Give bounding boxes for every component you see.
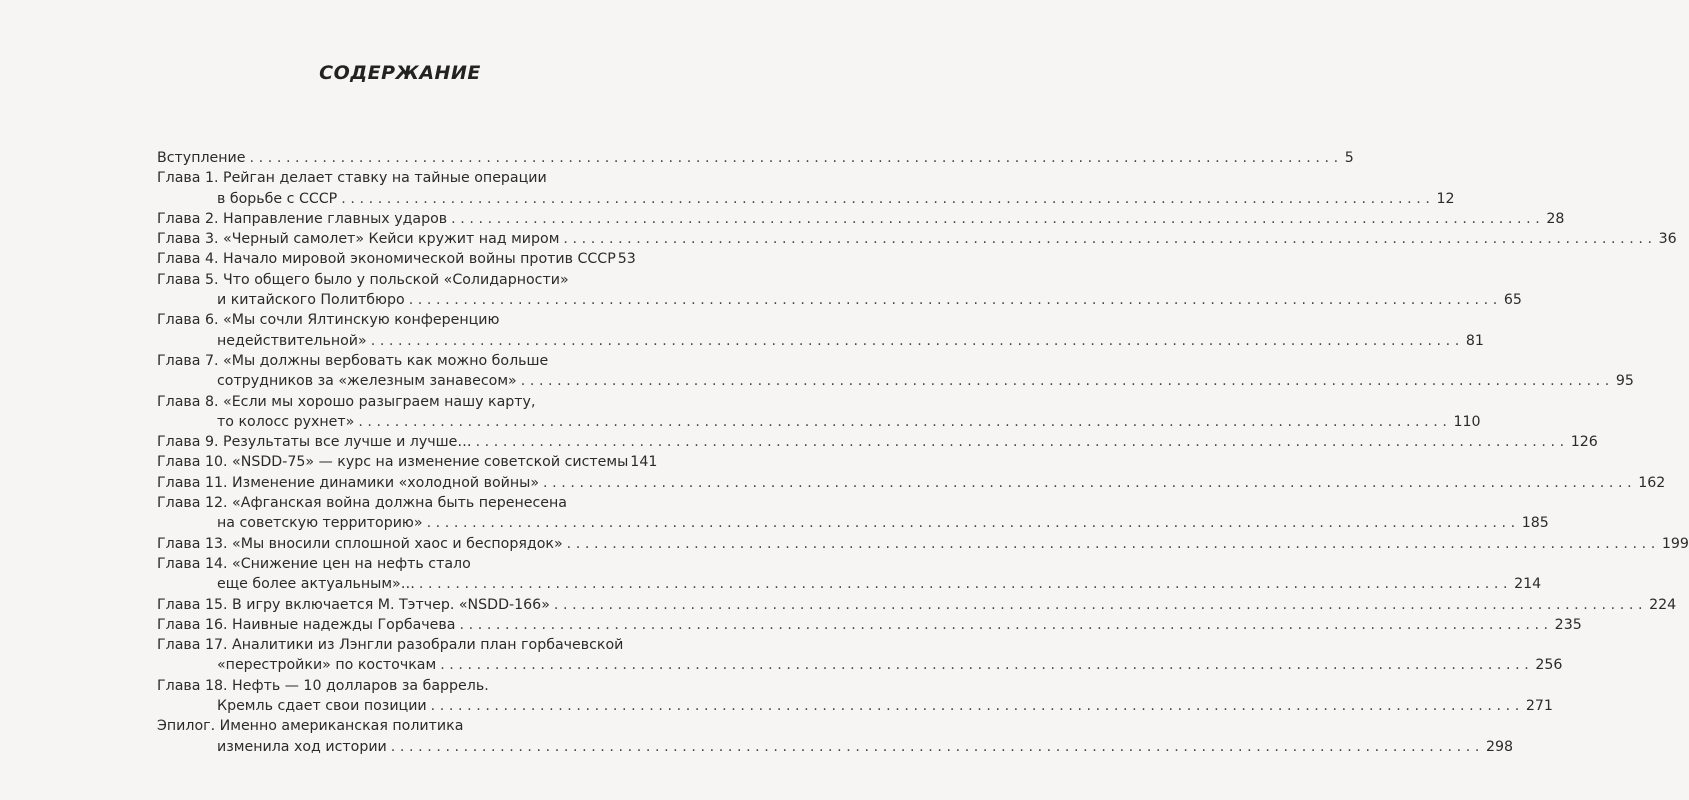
toc-entry-title: Глава 18. Нефть — 10 долларов за баррель. [157, 677, 489, 694]
toc-entry-title: Глава 14. «Снижение цен на нефть стало [157, 555, 471, 572]
toc-entry-continuation [157, 574, 1542, 594]
page-number: 126 [1570, 434, 1598, 451]
page-number: 36 [1658, 231, 1677, 248]
dot-leader: ........................................................................................................................ [566, 535, 1660, 552]
dot-leader: ........................................................................................................................ [370, 332, 1464, 349]
toc-entry-title: Глава 16. Наивные надежды Горбачева [157, 616, 456, 633]
toc-entry-line [157, 595, 1677, 615]
toc-entry-title: то колосс рухнет» [217, 413, 355, 430]
page-number: 81 [1465, 332, 1484, 349]
toc-entry-title: «перестройки» по косточкам [217, 657, 437, 674]
toc-entry-line [157, 432, 1598, 452]
page-number: 214 [1514, 576, 1542, 593]
toc-entry-line [157, 209, 1565, 229]
toc-entry-title: Глава 1. Рейган делает ставку на тайные операции [157, 170, 547, 187]
toc-entry-line [157, 249, 635, 269]
toc-entry [157, 432, 1598, 452]
toc-entry-title: Глава 9. Результаты все лучше и лучше… [157, 434, 472, 451]
toc-entry-title: недействительной» [217, 332, 367, 349]
toc-entry-continuation [157, 371, 1634, 391]
toc-entry-title: Глава 15. В игру включается М. Тэтчер. «NSDD-166» [157, 596, 550, 613]
toc-entry-line [157, 270, 635, 290]
toc-entry [157, 209, 1565, 229]
toc-entry-title: Глава 4. Начало мировой экономической войны против СССР [157, 251, 616, 268]
page-number: 12 [1436, 190, 1455, 207]
toc-entry-title: Глава 3. «Черный самолет» Кейси кружит над миром [157, 231, 560, 248]
dot-leader: ........................................................................................................................ [341, 190, 1435, 207]
dot-leader: ........................................................................................................................ [249, 150, 1343, 166]
toc-entry-continuation [157, 696, 1553, 716]
toc-entry-line [157, 168, 635, 188]
dot-leader: ........................................................................................................................ [408, 292, 1502, 309]
toc-entry-title: изменила ход истории [217, 738, 387, 755]
page-title: СОДЕРЖАНИЕ [319, 62, 481, 84]
toc-entry [157, 595, 1677, 615]
toc-entry-title: Глава 10. «NSDD-75» — курс на изменение советской системы [157, 454, 629, 471]
toc-entry-title: Глава 7. «Мы должны вербовать как можно больше [157, 352, 549, 369]
page-number: 199 [1661, 535, 1689, 552]
toc-entry-line [157, 615, 1582, 635]
toc-entry-continuation [157, 189, 1455, 209]
page-number: 110 [1453, 413, 1481, 430]
toc-entry-title: Вступление [157, 150, 246, 166]
dot-leader: ........................................................................................................................ [440, 657, 1534, 674]
toc-entry-line [157, 229, 1677, 249]
toc-entry [157, 310, 1484, 351]
toc-entry-line [157, 554, 635, 574]
page-number: 65 [1503, 292, 1522, 309]
toc-entry-continuation [157, 513, 1549, 533]
page-number: 141 [630, 454, 658, 471]
dot-leader: ........................................................................................................................ [451, 210, 1545, 227]
toc-entry [157, 452, 658, 472]
toc-entry [157, 351, 1634, 392]
toc-entry [157, 392, 1481, 433]
toc-entry-title: Глава 12. «Афганская война должна быть перенесена [157, 495, 567, 512]
toc-entry-title: Глава 17. Аналитики из Лэнгли разобрали план горбачевской [157, 637, 624, 654]
dot-leader: ........................................................................................................................ [553, 596, 1648, 613]
toc-entry-title: в борьбе с СССР [217, 190, 338, 207]
toc-entry-line [157, 473, 1666, 493]
toc-entry-line [157, 534, 1689, 554]
dot-leader: ........................................................................................................................ [520, 373, 1614, 390]
dot-leader: ........................................................................................................................ [430, 698, 1524, 715]
toc-entry-title: Кремль сдает свои позиции [217, 698, 427, 715]
page-number: 224 [1649, 596, 1677, 613]
toc-entry-title: Глава 6. «Мы сочли Ялтинскую конференцию [157, 312, 500, 329]
table-of-contents [157, 148, 1689, 757]
toc-entry-line [157, 635, 635, 655]
page-number: 162 [1638, 474, 1666, 491]
toc-entry [157, 270, 1522, 311]
dot-leader: ........................................................................................................................ [418, 576, 1513, 593]
toc-entry [157, 473, 1666, 493]
dot-leader: ........................................................................................................................ [390, 738, 1484, 755]
toc-entry-title: Глава 8. «Если мы хорошо разыграем нашу карту, [157, 393, 536, 410]
page-number: 256 [1535, 657, 1563, 674]
toc-entry-line [157, 351, 635, 371]
page-number: 271 [1525, 698, 1553, 715]
page-number: 298 [1485, 738, 1514, 755]
toc-entry-line [157, 493, 635, 513]
toc-entry-continuation [157, 412, 1481, 432]
toc-entry-title: и китайского Политбюро [217, 292, 405, 309]
toc-entry [157, 168, 1455, 209]
toc-entry-continuation [157, 331, 1484, 351]
toc-entry-title: на советскую территорию» [217, 515, 423, 532]
toc-entry-title: еще более актуальным»… [217, 576, 415, 593]
toc-entry [157, 615, 1582, 635]
toc-entry-line [157, 716, 635, 736]
dot-leader: ........................................................................................................................ [426, 515, 1520, 532]
dot-leader: ........................................................................................................................ [563, 231, 1657, 248]
toc-entry-line [157, 452, 658, 472]
dot-leader: ........................................................................................................................ [459, 616, 1553, 633]
toc-entry-title: Глава 11. Изменение динамики «холодной войны» [157, 474, 540, 491]
page-number: 53 [617, 251, 636, 268]
toc-entry-title: сотрудников за «железным занавесом» [217, 373, 517, 390]
toc-entry-line [157, 310, 635, 330]
toc-entry-line [157, 148, 1354, 168]
toc-entry-title: Глава 13. «Мы вносили сплошной хаос и беспорядок» [157, 535, 563, 552]
toc-entry-line [157, 392, 635, 412]
toc-entry [157, 249, 635, 269]
toc-entry [157, 554, 1542, 595]
toc-entry-title: Глава 5. Что общего было у польской «Солидарности» [157, 271, 569, 288]
page-number: 95 [1615, 373, 1634, 390]
toc-entry [157, 229, 1677, 249]
toc-entry-continuation [157, 655, 1563, 675]
toc-entry-title: Эпилог. Именно американская политика [157, 718, 464, 735]
toc-entry-continuation [157, 290, 1522, 310]
dot-leader: ........................................................................................................................ [543, 474, 1637, 491]
toc-entry-continuation [157, 737, 1514, 757]
toc-entry [157, 716, 1514, 757]
toc-entry [157, 676, 1553, 717]
page-number: 185 [1521, 515, 1549, 532]
page-number: 5 [1344, 150, 1354, 166]
dot-leader: ........................................................................................................................ [358, 413, 1452, 430]
toc-entry-line [157, 676, 635, 696]
page-number: 28 [1546, 210, 1565, 227]
toc-entry [157, 635, 1563, 676]
dot-leader: ........................................................................................................................ [475, 434, 1569, 451]
toc-entry-title: Глава 2. Направление главных ударов [157, 210, 448, 227]
toc-entry [157, 493, 1549, 534]
toc-entry [157, 148, 1354, 168]
page-number: 235 [1554, 616, 1582, 633]
toc-entry [157, 534, 1689, 554]
